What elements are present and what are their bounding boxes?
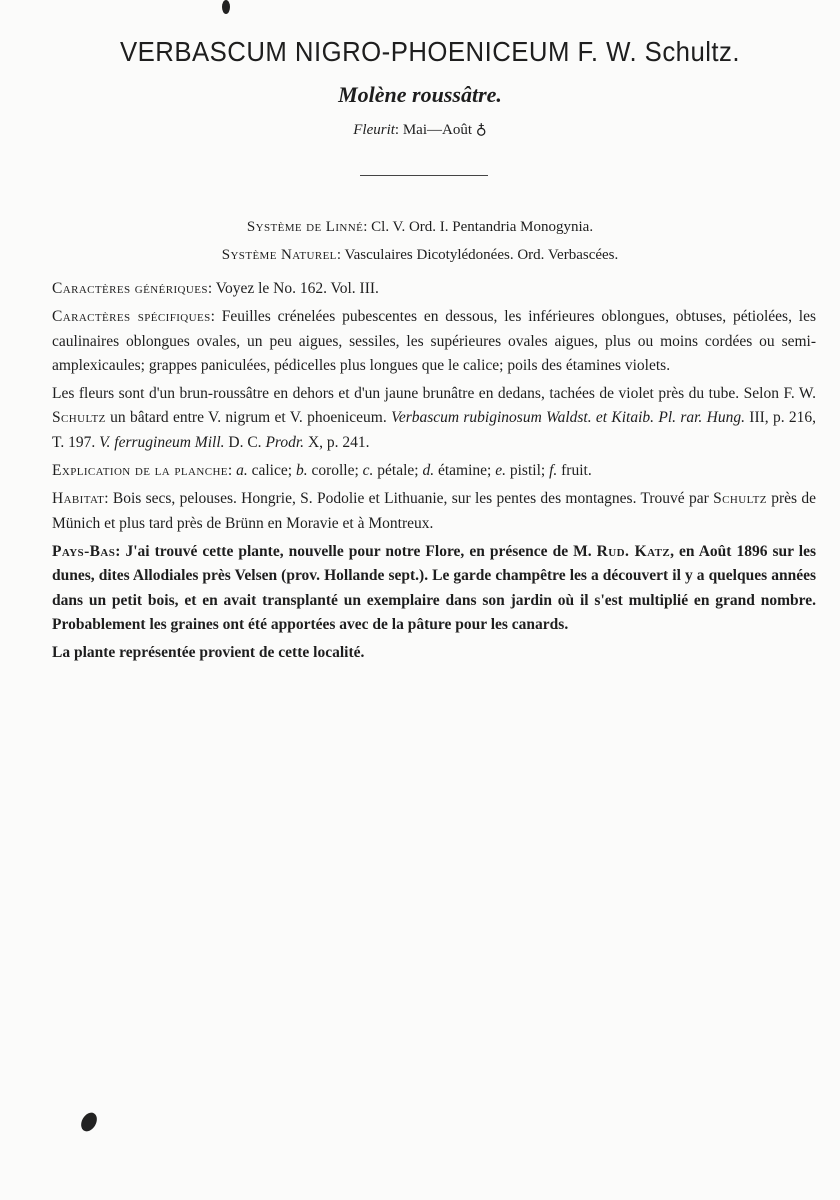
habitat-paragraph: Habitat: Bois secs, pelouses. Hongrie, S. Podolie et Lithuanie, sur les pentes des montagnes. Trouvé par Schultz près de Münich et plus tard près de Brünn en Moravie et à Montreux. [52, 490, 817, 532]
plate-explanation-paragraph: Explication de la planche: a. calice; b. corolle; c. pétale; d. étamine; e. pistil; f. fruit. [52, 462, 592, 480]
fleurs-text-1: Les fleurs sont d'un brun-roussâtre en dehors et d'un jaune brunâtre en dedans, tachées de violet près du tube. Selon F. W. [52, 385, 816, 403]
planche-label: Explication de la planche [52, 462, 228, 480]
flowering-period: Fleurit: Mai—Août ♁ [353, 122, 487, 138]
ink-spot-bottom [78, 1110, 100, 1134]
planche-text-a: calice; [251, 462, 293, 480]
specific-characters-paragraph: Caractères spécifiques: Feuilles crénelées pubescentes en dessous, les inférieures oblongues, obtuses, pétiolées, les caulinaires oblongues ovales, un peu aigues, sessiles, les supérieures ovales aigues, plus ou moins cordées ou semi-amplexicaules; grappes paniculées, pédicelles plus longues que le calice; poils des étamines violets. [52, 308, 816, 374]
generiques-label: Caractères génériques [52, 280, 208, 297]
habitat-label: Habitat [52, 490, 105, 508]
fleurs-synonym-1: Verbascum rubiginosum Waldst. et Kitaib. Pl. rar. Hung. [391, 409, 745, 427]
naturel-line: Système Naturel: Vasculaires Dicotylédonées. Ord. Verbascées. [221, 247, 619, 263]
separator-rule [360, 175, 488, 176]
fleurs-text-2: un bâtard entre V. nigrum et V. phoeniceum. [110, 409, 387, 427]
planche-text-d: étamine; [437, 462, 492, 480]
planche-key-b: b. [295, 462, 308, 480]
paysbas-text-1: J'ai trouvé cette plante, nouvelle pour notre Flore, en présence de M. [125, 542, 592, 560]
naturel-label: Système Naturel [221, 247, 337, 263]
flowers-paragraph [52, 382, 816, 455]
common-name: Molène roussâtre. [338, 82, 502, 107]
fleurs-ref-1: III, p. 216, T. 197. [52, 409, 817, 451]
planche-key-a: a. [236, 462, 248, 480]
specifiques-label: Caractères spécifiques [52, 308, 211, 326]
habitat-text-2: près de Münich et plus tard près de Brünn en Moravie et à Montreux. [52, 490, 817, 532]
generic-characters-paragraph: Caractères génériques: Voyez le No. 162. Vol. III. [52, 280, 379, 297]
fleurs-ref-2: X, p. 241. [307, 433, 370, 451]
planche-key-d: d. [422, 462, 435, 480]
flowering-label: Fleurit [353, 122, 395, 138]
specifiques-text: Feuilles crénelées pubescentes en dessous, les inférieures oblongues, obtuses, pétiolées, les caulinaires oblongues ovales, un peu aigues, sessiles, les supérieures ovales aigues, plus ou moins cordées ou semi-amplexicaules; grappes paniculées, pédicelles plus longues que le calice; poils des étamines violets. [52, 308, 816, 374]
planche-text-f: fruit. [561, 462, 592, 480]
naturel-text: Vasculaires Dicotylédonées. Ord. Verbascées. [344, 247, 619, 263]
linne-label: Système de Linné [246, 219, 364, 235]
paysbas-label: Pays-Bas [52, 542, 116, 560]
page-title: VERBASCUM NIGRO-PHOENICEUM F. W. Schultz. [119, 36, 740, 67]
ink-spot-top [222, 0, 230, 14]
habitat-text-1: Bois secs, pelouses. Hongrie, S. Podolie et Lithuanie, sur les pentes des montagnes. Trouvé par [112, 490, 709, 508]
paysbas-person: Rud. Katz [596, 542, 671, 560]
paysbas-text-2: , en Août 1896 sur les dunes, dites Allodiales près Velsen (prov. Hollande sept.). Le garde champêtre les a découvert il y a quelques années dans un petit bois, et en avait transplanté un exemplaire dans son jardin où il s'est multiplié en grand nombre. Probablement les graines ont été apportées avec de la pâture pour les canards. [52, 542, 817, 633]
fleurs-dc: D. C. [228, 433, 262, 451]
fleurs-prodr: Prodr. [265, 433, 305, 451]
planche-text-c: pétale; [377, 462, 419, 480]
planche-text-e: pistil; [509, 462, 546, 480]
planche-key-e: e. [495, 462, 506, 480]
linne-line: Système de Linné: Cl. V. Ord. I. Pentandria Monogynia. [246, 219, 594, 235]
linne-text: Cl. V. Ord. I. Pentandria Monogynia. [371, 219, 594, 235]
fleurs-synonym-2: V. ferrugineum Mill. [99, 433, 225, 451]
description-body [52, 277, 816, 669]
planche-text-b: corolle; [311, 462, 359, 480]
flowering-value: Mai—Août ♁ [402, 122, 487, 138]
closing-paragraph: La plante représentée provient de cette localité. [52, 644, 365, 662]
planche-key-f: f. [549, 462, 558, 480]
pays-bas-paragraph: Pays-Bas: J'ai trouvé cette plante, nouvelle pour notre Flore, en présence de M. Rud. Katz, en Août 1896 sur les dunes, dites Allodiales près Velsen (prov. Hollande sept.). Le garde champêtre les a découvert il y a quelques années dans un petit bois, et en avait transplanté un exemplaire dans son jardin où il s'est multiplié en grand nombre. Probablement les graines ont été apportées avec de la pâture pour les canards. [52, 542, 817, 633]
habitat-author: Schultz [713, 490, 767, 508]
planche-key-c: c. [362, 462, 374, 480]
generiques-text: Voyez le No. 162. Vol. III. [215, 280, 379, 297]
fleurs-author: Schultz [52, 409, 106, 427]
